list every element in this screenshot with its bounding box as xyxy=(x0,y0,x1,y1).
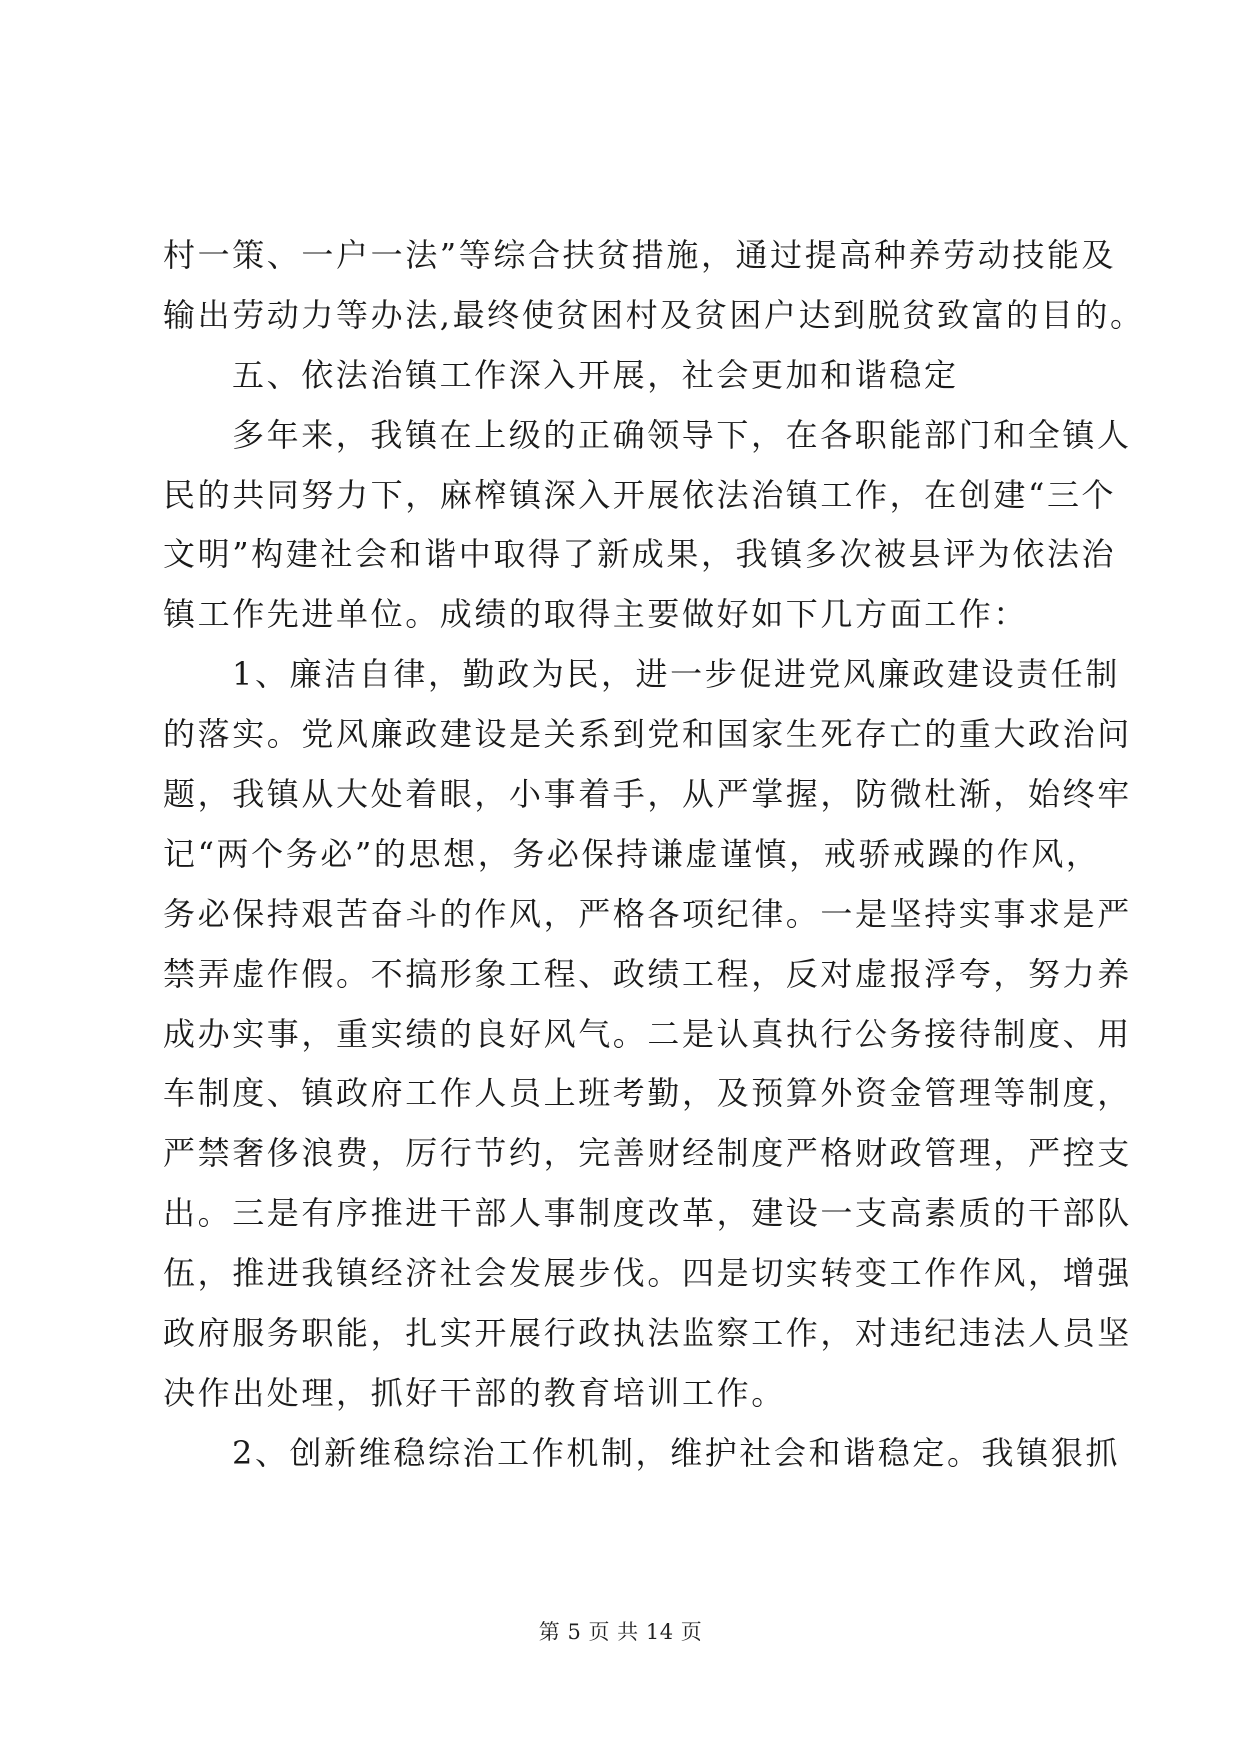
paragraph-line: 1、廉洁自律，勤政为民，进一步促进党风廉政建设责任制 xyxy=(232,655,1120,694)
paragraph-line: 文明”构建社会和谐中取得了新成果，我镇多次被县评为依法治 xyxy=(163,535,1117,574)
paragraph-line: 政府服务职能，扎实开展行政执法监察工作，对违纪违法人员坚 xyxy=(163,1314,1132,1353)
document-body xyxy=(163,226,1145,1484)
page-number-footer: 第 5 页 共 14 页 xyxy=(538,1620,703,1644)
paragraph-line: 2、创新维稳综治工作机制，维护社会和谐稳定。我镇狠抓 xyxy=(232,1433,1120,1472)
paragraph-line: 多年来，我镇在上级的正确领导下，在各职能部门和全镇人 xyxy=(232,415,1132,454)
paragraph-line: 题，我镇从大处着眼，小事着手，从严掌握，防微杜渐，始终牢 xyxy=(163,775,1132,814)
paragraph-line: 民的共同努力下，麻榨镇深入开展依法治镇工作，在创建“三个 xyxy=(163,475,1117,514)
paragraph-line: 严禁奢侈浪费，厉行节约，完善财经制度严格财政管理，严控支 xyxy=(163,1134,1132,1173)
paragraph-line: 禁弄虚作假。不搞形象工程、政绩工程，反对虚报浮夸，努力养 xyxy=(163,954,1132,993)
paragraph-line: 记“两个务必”的思想，务必保持谦虚谨慎，戒骄戒躁的作风， xyxy=(163,834,1101,873)
paragraph-line: 成办实事，重实绩的良好风气。二是认真执行公务接待制度、用 xyxy=(163,1014,1132,1053)
paragraph-line: 务必保持艰苦奋斗的作风，严格各项纪律。一是坚持实事求是严 xyxy=(163,894,1132,933)
paragraph-line: 出。三是有序推进干部人事制度改革，建设一支高素质的干部队 xyxy=(163,1194,1132,1233)
paragraph-line: 的落实。党风廉政建设是关系到党和国家生死存亡的重大政治问 xyxy=(163,715,1132,754)
paragraph-line: 输出劳动力等办法,最终使贫困村及贫困户达到脱贫致富的目的。 xyxy=(163,295,1145,334)
section-heading: 五、依法治镇工作深入开展，社会更加和谐稳定 xyxy=(232,355,959,394)
paragraph-line: 村一策、一户一法”等综合扶贫措施，通过提高种养劳动技能及 xyxy=(163,236,1117,274)
paragraph-line: 车制度、镇政府工作人员上班考勤，及预算外资金管理等制度， xyxy=(163,1074,1132,1113)
paragraph-line: 伍，推进我镇经济社会发展步伐。四是切实转变工作作风，增强 xyxy=(163,1254,1132,1293)
paragraph-line: 决作出处理，抓好干部的教育培训工作。 xyxy=(163,1373,786,1412)
paragraph-line: 镇工作先进单位。成绩的取得主要做好如下几方面工作： xyxy=(163,595,1029,634)
